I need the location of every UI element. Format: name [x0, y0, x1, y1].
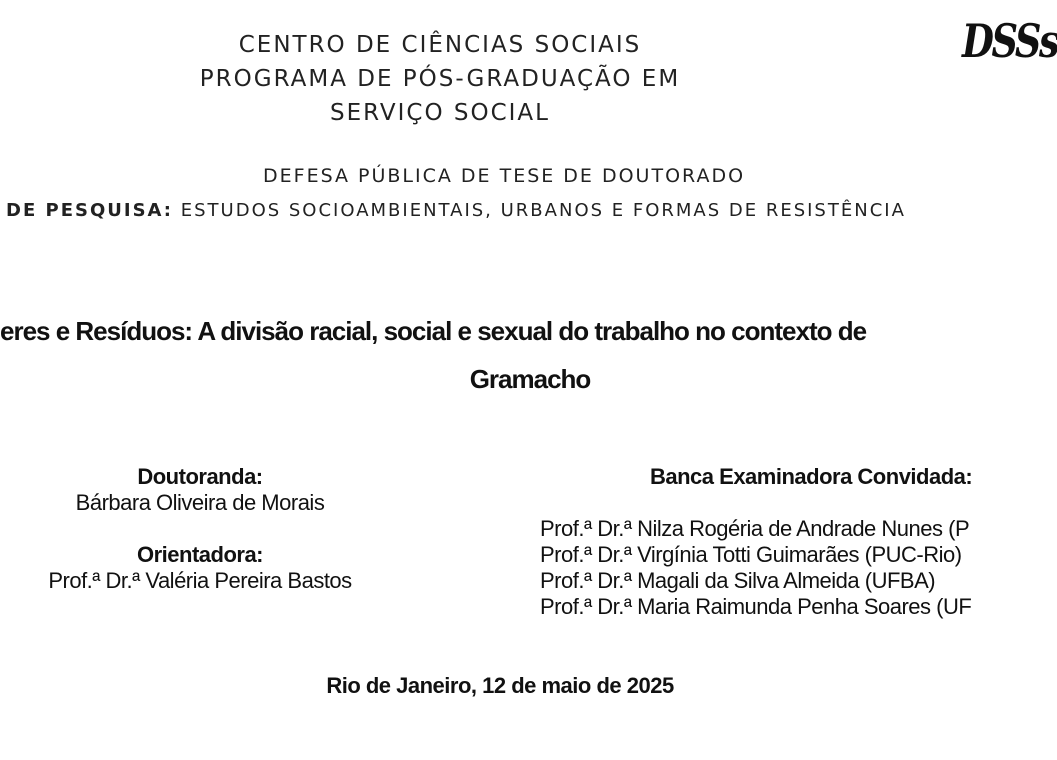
- advisor-label: Orientadora:: [136, 542, 264, 567]
- institution-line-2: PROGRAMA DE PÓS-GRADUAÇÃO EM: [199, 66, 681, 92]
- advisor-block: [0, 542, 400, 594]
- thesis-title-line-2: Gramacho: [469, 364, 591, 394]
- institution-line-1: CENTRO DE CIÊNCIAS SOCIAIS: [238, 32, 642, 58]
- research-line: [6, 200, 906, 221]
- institution-line-3: SERVIÇO SOCIAL: [330, 100, 550, 126]
- research-label: DE PESQUISA:: [6, 200, 173, 221]
- dss-logo: DSSs: [962, 14, 1057, 68]
- committee-member: Prof.ª Dr.ª Magali da Silva Almeida (UFBA): [540, 568, 936, 593]
- committee-label: Banca Examinadora Convidada:: [650, 464, 973, 489]
- advisor-name: Prof.ª Dr.ª Valéria Pereira Bastos: [48, 568, 352, 593]
- defense-date: Rio de Janeiro, 12 de maio de 2025: [326, 673, 674, 698]
- committee-member: Prof.ª Dr.ª Virgínia Totti Guimarães (PUC-Rio): [540, 542, 962, 567]
- student-label: Doutoranda:: [137, 464, 263, 489]
- thesis-title-line-1: eres e Resíduos: A divisão racial, social e sexual do trabalho no contexto de: [0, 316, 867, 346]
- committee-member: Prof.ª Dr.ª Nilza Rogéria de Andrade Nunes (P: [540, 516, 970, 541]
- student-block: [0, 464, 400, 516]
- committee-list: [540, 516, 1024, 620]
- defense-title: DEFESA PÚBLICA DE TESE DE DOUTORADO: [263, 165, 746, 187]
- committee-member: Prof.ª Dr.ª Maria Raimunda Penha Soares (UF: [540, 594, 972, 619]
- institution-header: [120, 28, 760, 130]
- research-value: ESTUDOS SOCIOAMBIENTAIS, URBANOS E FORMAS DE RESISTÊNCIA: [180, 200, 906, 221]
- student-name: Bárbara Oliveira de Morais: [75, 490, 325, 515]
